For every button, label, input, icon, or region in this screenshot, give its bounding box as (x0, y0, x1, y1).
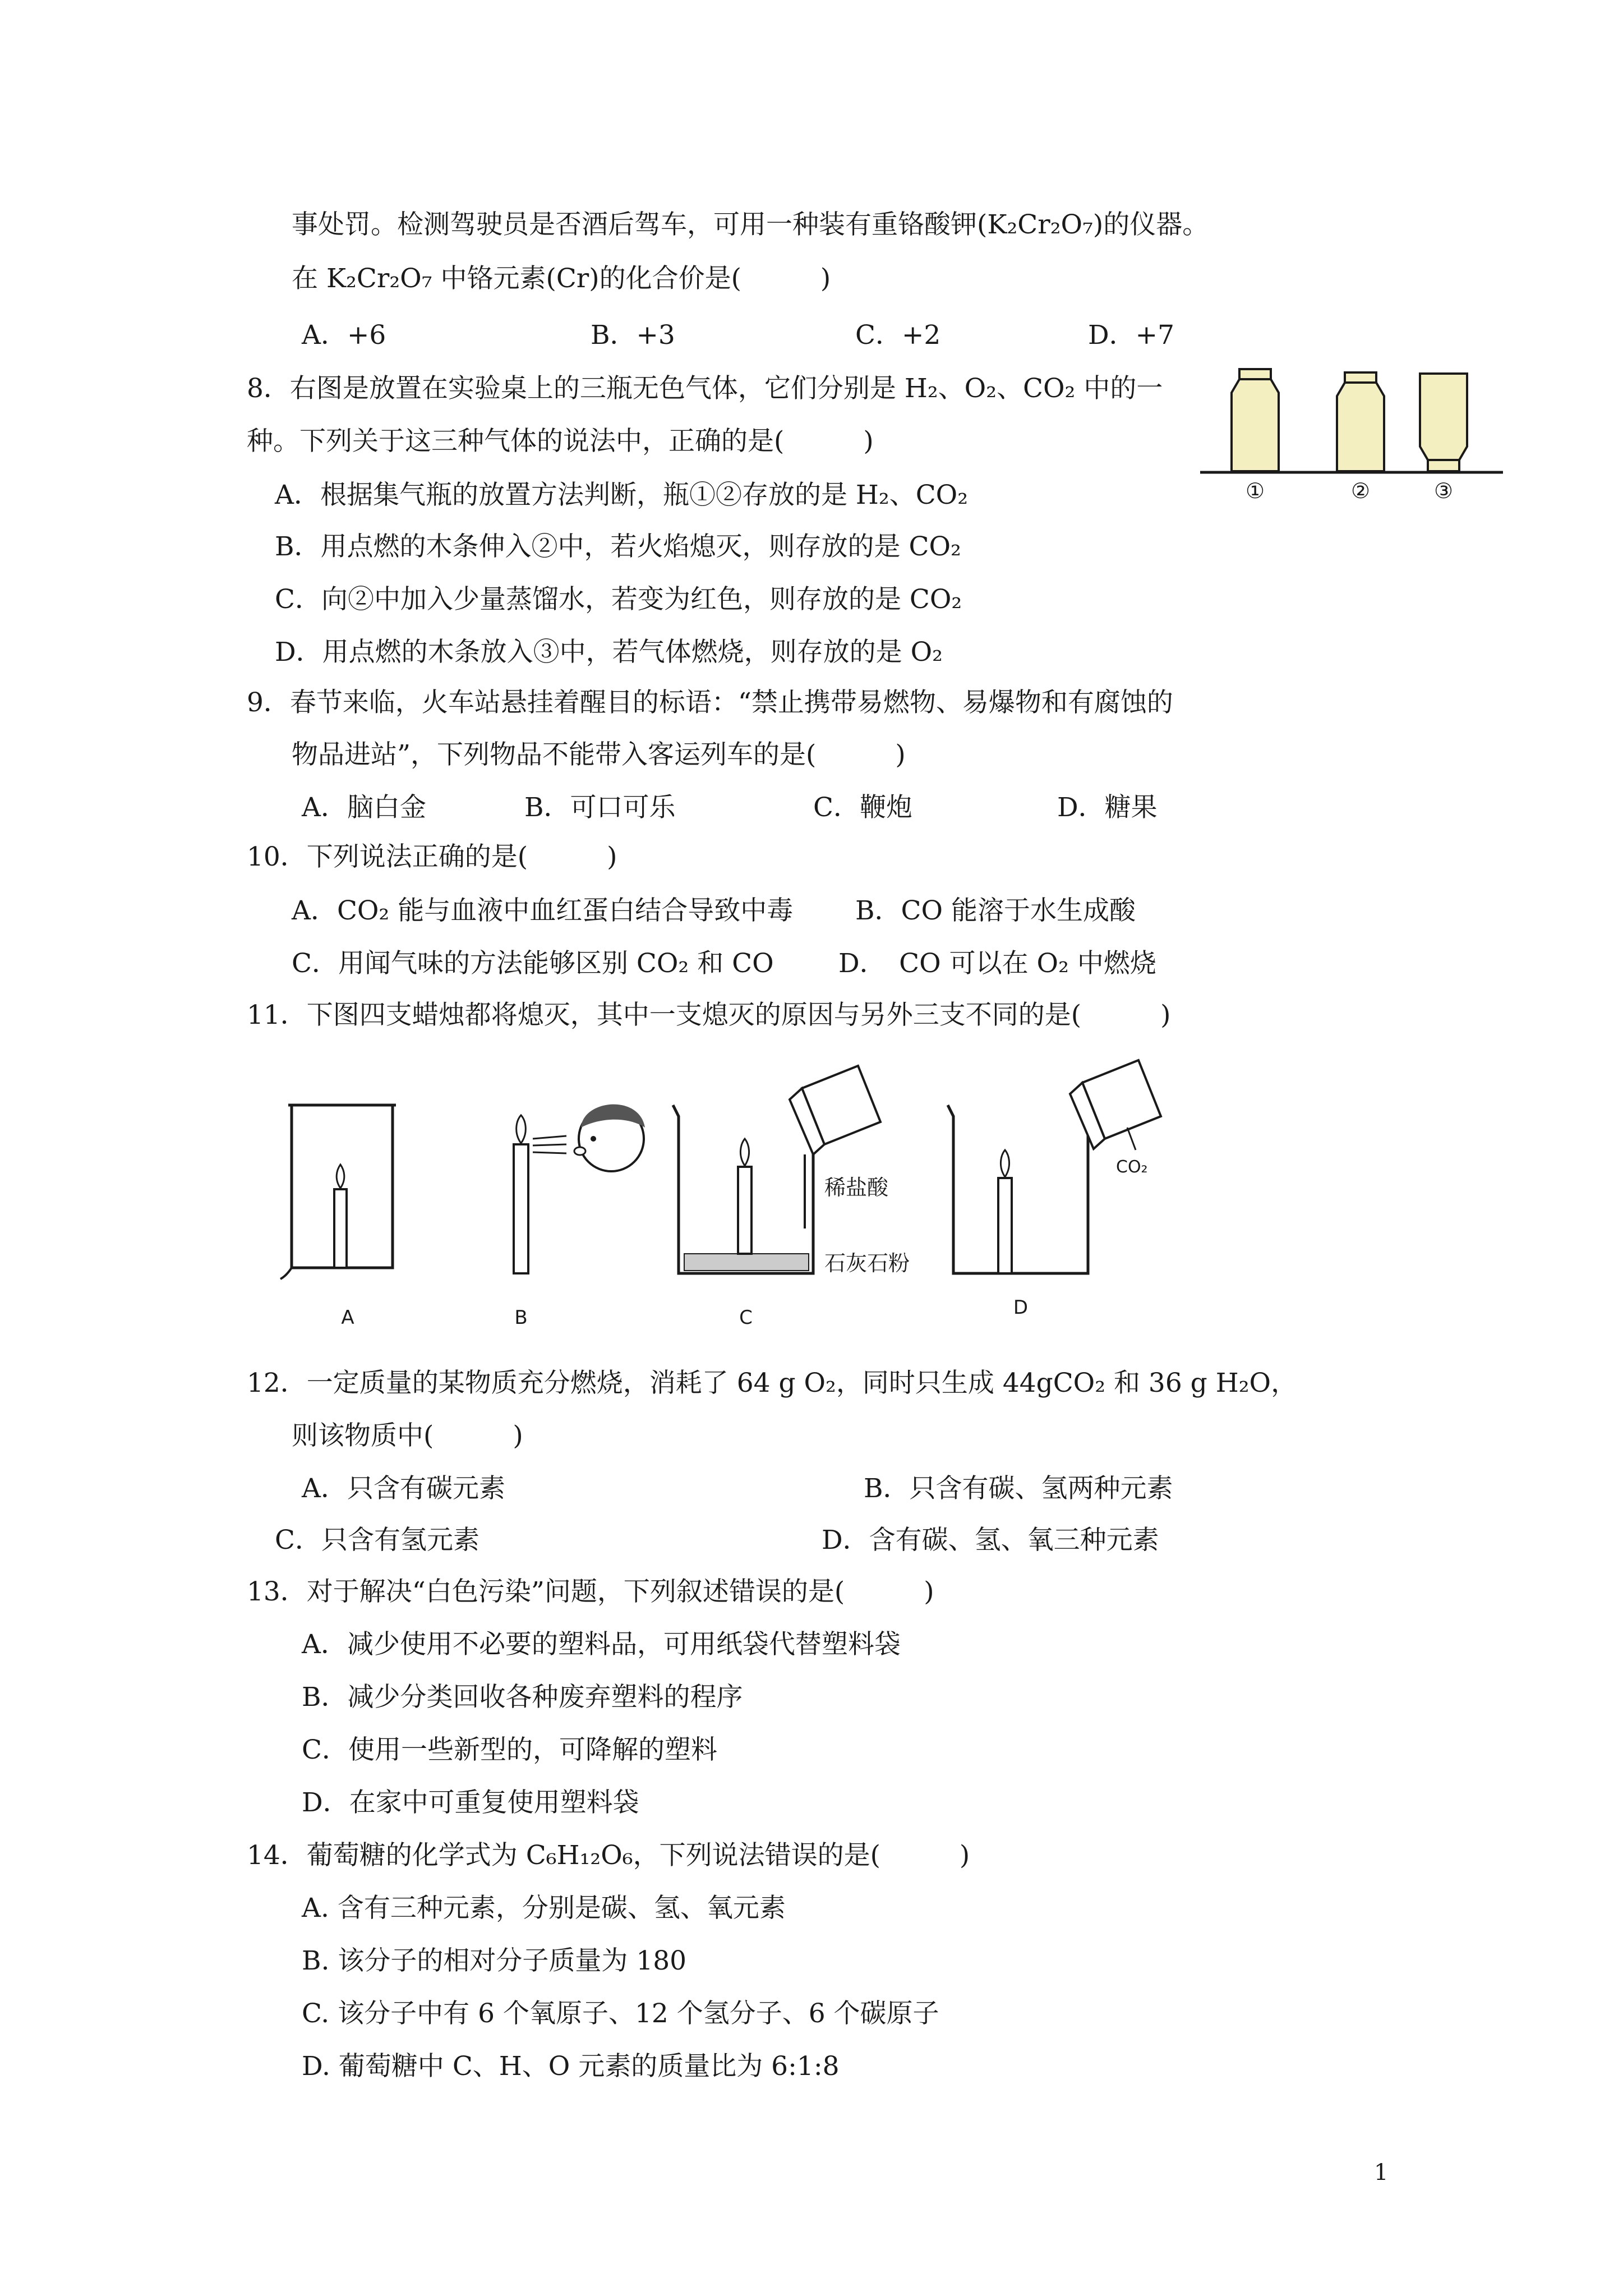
q12-option-c: C．只含有氢元素 (275, 1525, 479, 1556)
q9-option-b: B．可口可乐 (524, 792, 676, 823)
bottle-3-inverted (1420, 374, 1467, 471)
q9-line1: 9．春节来临，火车站悬挂着醒目的标语：“禁止携带易燃物、易爆物和有腐蚀的 (247, 687, 1173, 718)
q12-option-b: B．只含有碳、氢两种元素 (864, 1473, 1173, 1504)
candle-label-c: C (739, 1306, 753, 1329)
candle-c (673, 1105, 813, 1273)
page-number: 1 (1374, 2160, 1389, 2185)
q9-option-d: D．糖果 (1057, 792, 1158, 823)
q13-option-c: C．使用一些新型的，可降解的塑料 (302, 1734, 717, 1765)
q12-line2: 则该物质中( ) (292, 1420, 523, 1451)
q7-option-b: B．+3 (591, 320, 675, 351)
label-co2: CO₂ (1116, 1157, 1148, 1177)
q14-option-c: C. 该分子中有 6 个氧原子、12 个氢分子、6 个碳原子 (302, 1998, 939, 2029)
q7-line2: 在 K₂Cr₂O₇ 中铬元素(Cr)的化合价是( ) (292, 263, 831, 294)
label-limestone-powder: 石灰石粉 (824, 1251, 910, 1276)
q8-option-d: D．用点燃的木条放入③中，若气体燃烧，则存放的是 O₂ (275, 637, 943, 668)
q13-option-b: B．减少分类回收各种废弃塑料的程序 (302, 1682, 743, 1713)
q8-option-c: C．向②中加入少量蒸馏水，若变为红色，则存放的是 CO₂ (275, 584, 962, 615)
q7-option-c: C．+2 (855, 320, 941, 351)
bottle-2 (1337, 372, 1384, 471)
q10-option-c: C．用闻气味的方法能够区别 CO₂ 和 CO (292, 948, 774, 979)
candle-d (948, 1105, 1088, 1273)
q12-line1: 12．一定质量的某物质充分燃烧，消耗了 64 g O₂，同时只生成 44gCO₂ 和 36 g H₂O， (247, 1368, 1298, 1398)
q14-option-a: A. 含有三种元素，分别是碳、氢、氧元素 (302, 1893, 786, 1924)
bottle-label-1: ① (1245, 478, 1265, 503)
bottle-1 (1232, 369, 1279, 471)
hcl-bottle (790, 1066, 880, 1228)
person-head-icon (574, 1105, 645, 1171)
candle-b (514, 1115, 566, 1273)
q10-line1: 10．下列说法正确的是( ) (247, 841, 617, 872)
q9-option-a: A．脑白金 (302, 792, 426, 823)
q8-line2: 种。下列关于这三种气体的说法中，正确的是( ) (247, 426, 874, 457)
q14-line1: 14．葡萄糖的化学式为 C₆H₁₂O₆，下列说法错误的是( ) (247, 1840, 970, 1871)
label-dilute-hcl: 稀盐酸 (824, 1175, 889, 1200)
candle-label-b: B (514, 1306, 528, 1329)
candle-label-d: D (1013, 1296, 1029, 1319)
candle-label-a: A (341, 1306, 354, 1329)
q10-option-d: D． CO 可以在 O₂ 中燃烧 (838, 948, 1156, 979)
q9-line2: 物品进站”，下列物品不能带入客运列车的是( ) (292, 739, 906, 770)
q7-option-d: D．+7 (1088, 320, 1174, 351)
bottle-label-3: ③ (1433, 478, 1454, 503)
co2-bottle (1070, 1060, 1161, 1150)
q14-option-b: B. 该分子的相对分子质量为 180 (302, 1945, 687, 1976)
q12-option-d: D．含有碳、氢、氧三种元素 (822, 1525, 1159, 1556)
q8-line1: 8．右图是放置在实验桌上的三瓶无色气体，它们分别是 H₂、O₂、CO₂ 中的一 (247, 373, 1163, 404)
candle-a (280, 1105, 396, 1279)
q11-line1: 11．下图四支蜡烛都将熄灭，其中一支熄灭的原因与另外三支不同的是( ) (247, 1000, 1171, 1030)
q13-option-a: A．减少使用不必要的塑料品，可用纸袋代替塑料袋 (302, 1629, 901, 1660)
bottle-label-2: ② (1350, 478, 1371, 503)
q9-option-c: C．鞭炮 (813, 792, 912, 823)
gas-bottles-figure (1195, 359, 1509, 510)
q7-option-a: A．+6 (302, 320, 386, 351)
q8-option-a: A．根据集气瓶的放置方法判断，瓶①②存放的是 H₂、CO₂ (275, 480, 969, 510)
q7-line1: 事处罚。检测驾驶员是否酒后驾车，可用一种装有重铬酸钾(K₂Cr₂O₇)的仪器。 (292, 209, 1209, 240)
q13-line1: 13．对于解决“白色污染”问题，下列叙述错误的是( ) (247, 1576, 934, 1607)
q12-option-a: A．只含有碳元素 (302, 1473, 505, 1504)
q13-option-d: D．在家中可重复使用塑料袋 (302, 1787, 639, 1818)
q10-option-a: A．CO₂ 能与血液中血红蛋白结合导致中毒 (292, 895, 794, 926)
q10-option-b: B．CO 能溶于水生成酸 (855, 895, 1136, 926)
q8-option-b: B．用点燃的木条伸入②中，若火焰熄灭，则存放的是 CO₂ (275, 531, 961, 562)
candles-figure (252, 1055, 1206, 1346)
q14-option-d: D. 葡萄糖中 C、H、O 元素的质量比为 6:1:8 (302, 2051, 840, 2082)
